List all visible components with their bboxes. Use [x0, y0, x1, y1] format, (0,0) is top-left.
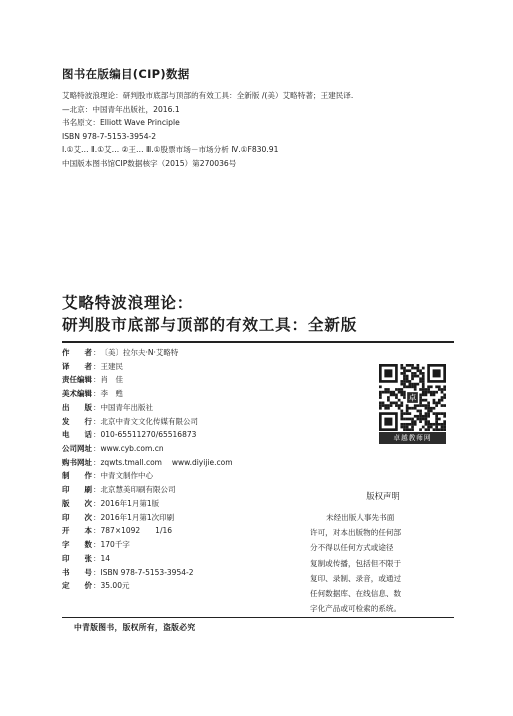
info-value: 李 甦 — [100, 389, 123, 399]
info-value: 787×1092 1/16 — [100, 526, 173, 536]
cip-line: 艾略特波浪理论：研判股市底部与顶部的有效工具：全新版 /(美）艾略特著；王建民译. — [62, 91, 354, 100]
info-value: 北京慧美印刷有限公司 — [100, 485, 176, 495]
info-label: 责任编辑 — [62, 375, 92, 385]
qr-caption: 卓越教师网 — [379, 432, 446, 444]
info-colon: ： — [93, 348, 101, 357]
publication-info — [62, 346, 272, 593]
cip-line: 中国版本图书馆CIP数据核字（2015）第270036号 — [62, 158, 237, 168]
info-label: 印 张 — [62, 553, 92, 563]
info-value: 14 — [100, 553, 111, 563]
qr-center-char: 卓 — [408, 393, 417, 403]
info-colon: ： — [93, 540, 101, 550]
info-colon: ： — [93, 498, 101, 508]
info-colon: ： — [93, 430, 101, 440]
qr-code[interactable] — [379, 364, 446, 431]
info-row — [62, 511, 272, 525]
info-label: 版 次 — [62, 498, 92, 508]
cip-line: ISBN 978-7-5153-3954-2 — [62, 131, 157, 141]
info-label: 作 者 — [62, 348, 92, 357]
notice-line: 许可，对本出版物的任何部 — [310, 528, 402, 538]
info-value: 肖 佳 — [100, 375, 123, 385]
info-row — [62, 442, 272, 456]
info-row — [62, 579, 272, 593]
qr-code-icon — [379, 364, 446, 431]
cip-heading: 图书在版编目(CIP)数据 — [62, 67, 190, 81]
notice-line: 分不得以任何方式或途径 — [310, 543, 394, 553]
notice-line: 未经出版人事先书面 — [326, 513, 395, 522]
info-row — [62, 497, 272, 511]
info-row — [62, 346, 272, 360]
info-value: 35.00元 — [100, 581, 130, 591]
info-colon: ： — [93, 444, 101, 454]
info-label: 购书网址 — [62, 457, 92, 467]
info-row — [62, 373, 272, 387]
info-value: 010-65511270/65516873 — [100, 430, 197, 440]
info-row — [62, 469, 272, 483]
cip-line: Ⅰ.①艾… Ⅱ.①艾… ②王… Ⅲ.①股票市场－市场分析 Ⅳ.①F830.91 — [62, 145, 279, 155]
info-value: 北京中青文文化传媒有限公司 — [100, 416, 198, 426]
info-colon: ： — [93, 512, 101, 522]
info-colon: ： — [93, 567, 101, 577]
copyright-notice — [310, 490, 456, 616]
notice-title: 版权声明 — [366, 491, 400, 501]
cip-block — [62, 66, 462, 171]
info-row — [62, 415, 272, 429]
info-value: ISBN 978-7-5153-3954-2 — [100, 567, 194, 577]
info-colon: ： — [93, 553, 101, 563]
info-colon: ： — [93, 485, 101, 495]
title-line-1: 艾略特波浪理论： — [62, 294, 194, 312]
info-row — [62, 483, 272, 497]
info-label: 制 作 — [62, 471, 92, 481]
cip-line: —北京：中国青年出版社，2016.1 — [62, 104, 180, 114]
info-row — [62, 538, 272, 552]
info-colon: ： — [93, 416, 101, 426]
info-row — [62, 428, 272, 442]
info-value: 〔美〕拉尔夫·N·艾略特 — [100, 348, 179, 357]
bottom-divider — [62, 617, 454, 618]
info-label: 发 行 — [62, 416, 92, 426]
cip-line: 书名原文：Elliott Wave Principle — [62, 118, 180, 128]
info-label: 美术编辑 — [62, 389, 92, 399]
info-label: 印 次 — [62, 512, 92, 522]
notice-line: 字化产品或可检索的系统。 — [310, 604, 402, 614]
info-colon: ： — [93, 402, 101, 412]
info-row — [62, 387, 272, 401]
info-value: 2016年1月第1次印刷 — [100, 512, 175, 522]
book-title — [62, 292, 452, 336]
notice-line: 任何数据库、在线信息、数 — [310, 589, 402, 599]
info-label: 出 版 — [62, 402, 92, 412]
info-row — [62, 552, 272, 566]
info-row — [62, 401, 272, 415]
info-colon: ： — [93, 457, 101, 467]
info-colon: ： — [93, 581, 101, 591]
notice-line: 复制或传播，包括但不限于 — [310, 558, 402, 568]
info-row — [62, 360, 272, 374]
top-divider — [62, 341, 454, 343]
info-value: 中青文制作中心 — [100, 471, 153, 481]
info-value: www.cyb.com.cn — [100, 444, 164, 454]
info-value: 170千字 — [100, 540, 130, 550]
footer-notice: 中青版图书，版权所有，盗版必究 — [74, 623, 196, 632]
info-label: 定 价 — [62, 581, 92, 591]
info-label: 译 者 — [62, 361, 92, 371]
info-value: 中国青年出版社 — [100, 402, 153, 412]
info-value: 2016年1月第1版 — [100, 498, 160, 508]
info-value: zqwts.tmall.com www.diyijie.com — [100, 457, 233, 467]
info-colon: ： — [93, 375, 101, 385]
info-label: 电 话 — [62, 430, 92, 440]
info-colon: ： — [93, 361, 101, 371]
info-label: 字 数 — [62, 540, 92, 550]
notice-line: 复印、录制、录音，或通过 — [310, 573, 402, 583]
info-label: 印 刷 — [62, 485, 92, 495]
info-label: 开 本 — [62, 526, 92, 536]
info-row — [62, 566, 272, 580]
info-value: 王建民 — [100, 361, 123, 371]
info-colon: ： — [93, 526, 101, 536]
info-colon: ： — [93, 471, 101, 481]
info-colon: ： — [93, 389, 101, 399]
title-line-2: 研判股市底部与顶部的有效工具：全新版 — [62, 316, 358, 334]
info-row — [62, 456, 272, 470]
info-label: 书 号 — [62, 567, 92, 577]
info-label: 公司网址 — [62, 444, 92, 454]
info-row — [62, 524, 272, 538]
